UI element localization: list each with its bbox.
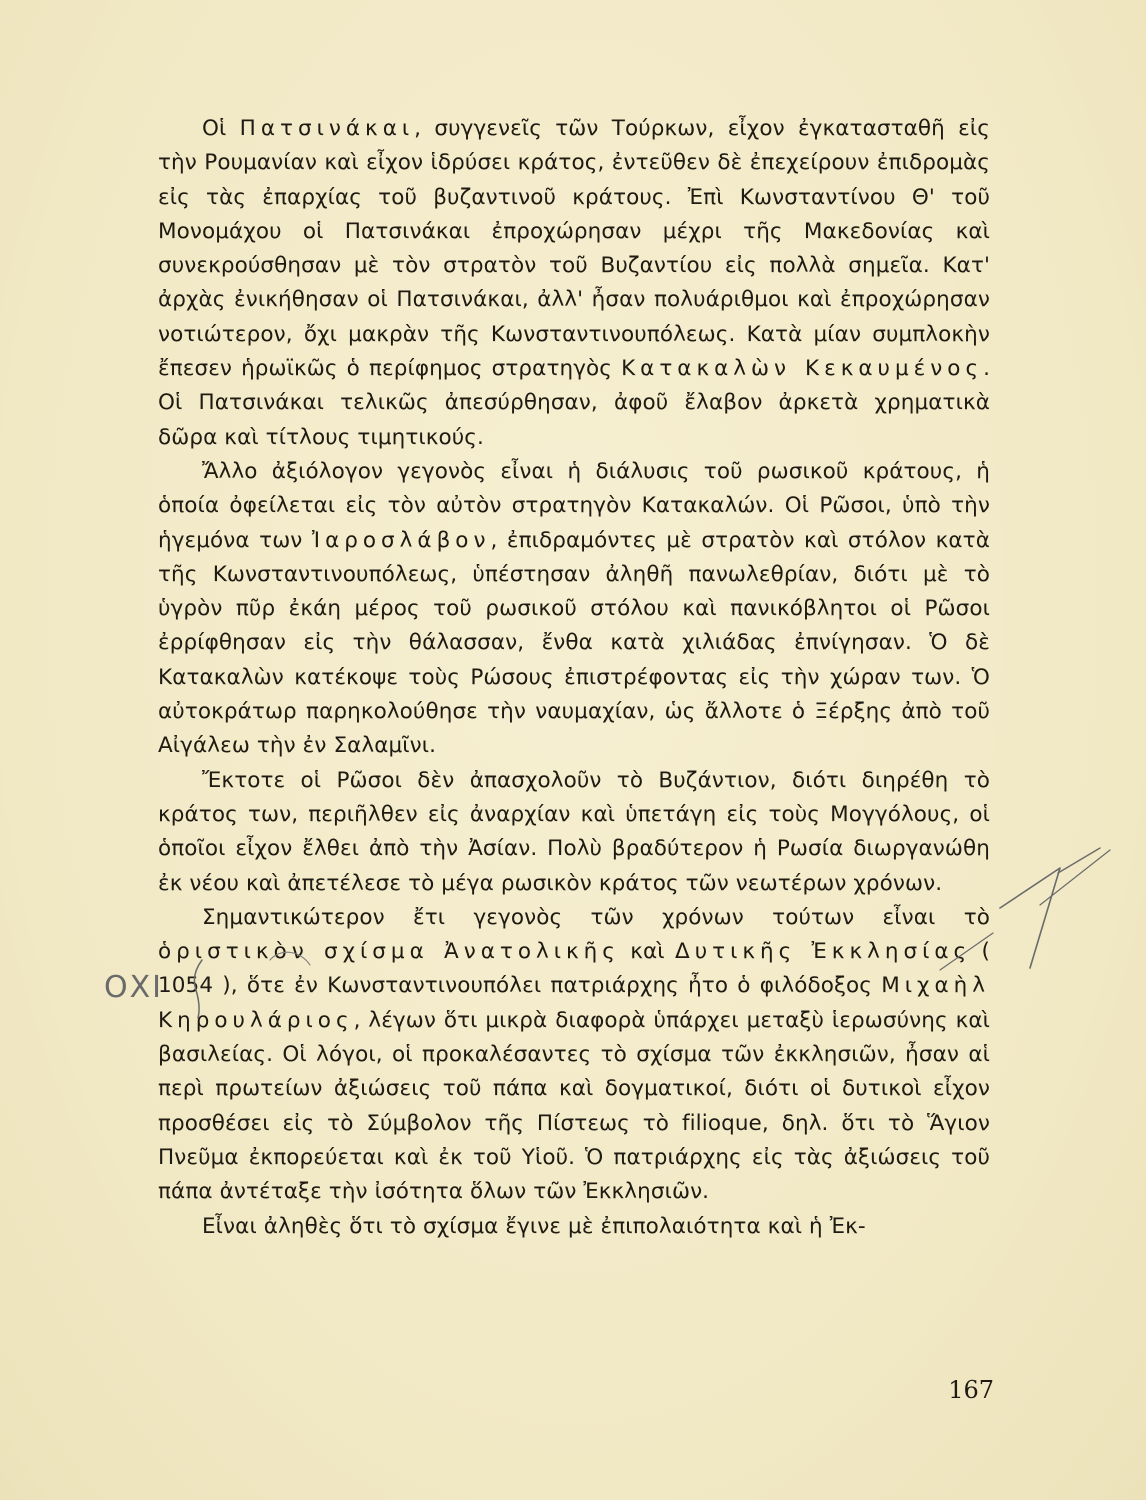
emphasized-name: ὁριστικὸν σχίσμα Ἀνατολικῆς bbox=[158, 939, 620, 965]
paragraph bbox=[158, 112, 990, 455]
text-run: Ἔκτοτε οἱ Ρῶσοι δὲν ἀπασχολοῦν τὸ Βυζάντιον, διότι διηρέθη τὸ κράτος των, περιῆλθεν εἰς ἀναρχίαν καὶ ὑπετάγη εἰς τοὺς Μογγόλους, οἱ ὁποῖοι εἶχον ἔλθει ἀπὸ τὴν Ἀσίαν. Πολὺ βραδύτερον ἡ Ρωσία διωργανώθη ἐκ νέου καὶ ἀπετέλεσε τὸ μέγα ρωσικὸν κράτος τῶν νεωτέρων χρόνων. bbox=[158, 767, 990, 896]
emphasized-name: Πατσινάκαι bbox=[239, 116, 415, 141]
paragraph bbox=[158, 901, 990, 1210]
paragraph bbox=[158, 764, 990, 901]
emphasized-name: Δυτικῆς Ἐκκλησίας bbox=[674, 939, 972, 965]
page-number: 167 bbox=[948, 1376, 994, 1404]
text-run: . Οἱ Πατσινάκαι τελικῶς ἀπεσύρθησαν, ἀφοῦ ἔλαβον ἀρκετὰ χρηματικὰ δῶρα καὶ τίτλους τιμητικούς. bbox=[158, 356, 990, 450]
body-text bbox=[158, 112, 990, 1244]
emphasized-name: Μιχαὴλ Κηρουλάριος bbox=[158, 973, 990, 1033]
text-run: , συγγενεῖς τῶν Τούρκων, εἶχον ἐγκατασταθῆ εἰς τὴν Ρουμανίαν καὶ εἶχον ἱδρύσει κράτος, ἐντεῦθεν δὲ ἐπεχείρουν ἐπιδρομὰς εἰς τὰς ἐπαρχίας τοῦ βυζαντινοῦ κράτους. Ἐπὶ Κωνσταντίνου Θ' τοῦ Μονομάχου οἱ Πατσινάκαι ἐπροχώρησαν μέχρι τῆς Μακεδονίας καὶ συνεκρούσθησαν μὲ τὸν στρατὸν τοῦ Βυζαντίου εἰς πολλὰ σημεῖα. Κατ' ἀρχὰς ἐνικήθησαν οἱ Πατσινάκαι, ἀλλ' ἦσαν πολυάριθμοι καὶ ἐπροχώρησαν νοτιώτερον, ὄχι μακρὰν τῆς Κωνσταντινουπόλεως. Κατὰ μίαν συμπλοκὴν ἔπεσεν ἡρωϊκῶς ὁ περίφημος στρατηγὸς bbox=[158, 116, 990, 382]
text-run: , λέγων ὅτι μικρὰ διαφορὰ ὑπάρχει μεταξὺ ἱερωσύνης καὶ βασιλείας. Οἱ λόγοι, οἱ προκαλέσαντες τὸ σχίσμα τῶν ἐκκλησιῶν, ἦσαν αἱ περὶ πρωτείων ἀξιώσεις τοῦ πάπα καὶ δογματικοί, διότι οἱ δυτικοὶ εἶχον προσθέσει εἰς τὸ Σύμβολον τῆς Πίστεως τὸ filioque, δηλ. ὅτι τὸ Ἅγιον Πνεῦμα ἐκπορεύεται καὶ ἐκ τοῦ Υἱοῦ. Ὁ πατριάρχης εἰς τὰς ἀξιώσεις τοῦ πάπα ἀντέταξε τὴν ἰσότητα ὅλων τῶν Ἐκκλησιῶν. bbox=[158, 1007, 990, 1205]
paragraph bbox=[158, 455, 990, 764]
text-run: , ἐπιδραμόντες μὲ στρατὸν καὶ στόλον κατὰ τῆς Κωνσταντινουπόλεως, ὑπέστησαν ἀληθῆ πανωλεθρίαν, διότι μὲ τὸ ὑγρὸν πῦρ ἐκάη μέρος τοῦ ρωσικοῦ στόλου καὶ πανικόβλητοι οἱ Ρῶσοι ἐρρίφθησαν εἰς τὴν θάλασσαν, ἔνθα κατὰ χιλιάδας ἐπνίγησαν. Ὁ δὲ Κατακαλὼν κατέκοψε τοὺς Ρώσους ἐπιστρέφοντας εἰς τὴν χώραν των. Ὁ αὐτοκράτωρ παρηκολούθησε τὴν ναυμαχίαν, ὡς ἄλλοτε ὁ Ξέρξης ἀπὸ τοῦ Αἰγάλεω τὴν ἐν Σαλαμῖνι. bbox=[158, 527, 990, 759]
text-run: Σημαντικώτερον ἔτι γεγονὸς τῶν χρόνων τούτων εἶναι τὸ bbox=[202, 904, 990, 930]
text-run: Ἄλλο ἀξιόλογον γεγονὸς εἶναι ἡ διάλυσις τοῦ ρωσικοῦ κράτους, ἡ ὁποία ὀφείλεται εἰς τὸν αὐτὸν στρατηγὸν Κατακαλών. Οἱ Ρῶσοι, ὑπὸ τὴν ἡγεμόνα των bbox=[158, 458, 990, 553]
text-run: Εἶναι ἀληθὲς ὅτι τὸ σχίσμα ἔγινε μὲ ἐπιπολαιότητα καὶ ἡ Ἐκ- bbox=[202, 1213, 866, 1239]
text-run: ( 1054 ), ὅτε ἐν Κωνσταντινουπόλει πατριάρχης ἦτο ὁ φιλόδοξος bbox=[158, 939, 990, 999]
emphasized-name: Ἰαροσλάβον bbox=[311, 527, 491, 553]
text-run: Οἱ bbox=[202, 116, 240, 141]
handwritten-annotation: ΟΧΙ bbox=[104, 970, 164, 1005]
emphasized-name: Κατακαλὼν Κεκαυμένος bbox=[621, 356, 984, 382]
text-run: καὶ bbox=[619, 939, 675, 965]
paragraph bbox=[158, 1210, 990, 1244]
